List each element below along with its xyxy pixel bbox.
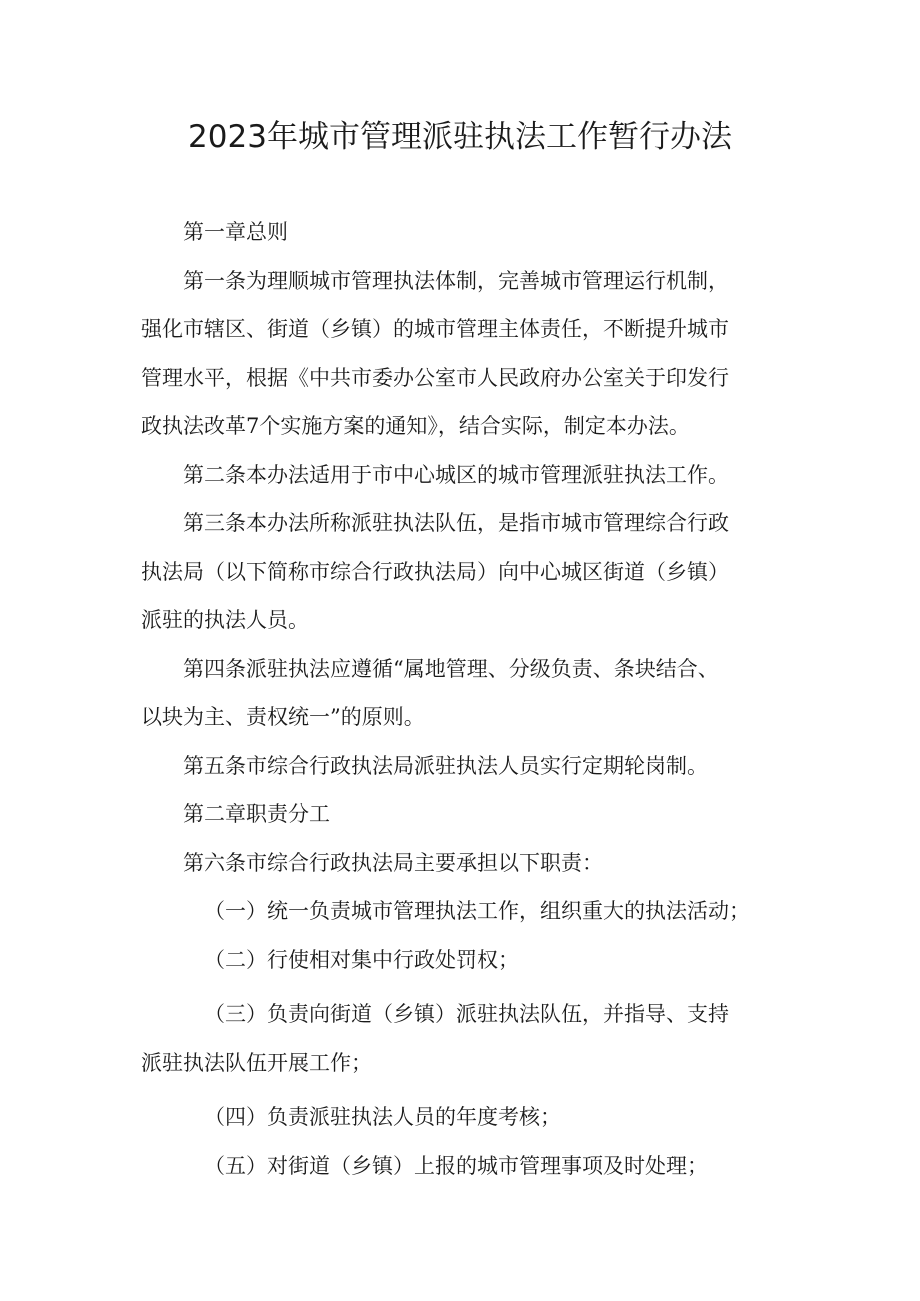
text-line: 执法局（以下简称市综合行政执法局）向中心城区街道（乡镇） xyxy=(141,559,729,584)
text-line: 第三条本办法所称派驻执法队伍，是指市城市管理综合行政 xyxy=(183,511,729,535)
text-line: 第二章职责分工 xyxy=(183,802,330,826)
article-paragraph xyxy=(141,451,801,500)
list-item xyxy=(141,1142,801,1191)
text-line: 政执法改革7个实施方案的通知》，结合实际，制定本办法。 xyxy=(141,414,690,438)
text-line: 管理水平，根据《中共市委办公室市人民政府办公室关于印发行 xyxy=(141,365,729,390)
document-body xyxy=(141,208,801,1190)
chapter-heading xyxy=(141,208,801,257)
text-line: （一）统一负责城市管理执法工作，组织重大的执法活动； xyxy=(204,899,750,923)
text-line: 第一条为理顺城市管理执法体制，完善城市管理运行机制， xyxy=(183,268,729,293)
text-line: （二）行使相对集中行政处罚权； xyxy=(204,947,519,972)
text-line: 第五条市综合行政执法局派驻执法人员实行定期轮岗制。 xyxy=(183,753,708,778)
text-line: 派驻执法队伍开展工作； xyxy=(141,1050,372,1075)
text-line: 以块为主、责权统一”的原则。 xyxy=(141,705,425,729)
text-line: 第一章总则 xyxy=(183,220,288,244)
text-line: 第六条市综合行政执法局主要承担以下职责： xyxy=(183,850,603,875)
article-paragraph xyxy=(141,257,801,451)
list-item xyxy=(141,936,801,985)
text-line: 派驻的执法人员。 xyxy=(141,608,309,632)
text-line: （五）对街道（乡镇）上报的城市管理事项及时处理； xyxy=(204,1153,708,1178)
text-line: 第四条派驻执法应遵循“属地管理、分级负责、条块结合、 xyxy=(183,656,719,681)
article-paragraph xyxy=(141,499,801,645)
document-title: 2023年城市管理派驻执法工作暂行办法 xyxy=(188,119,732,155)
article-paragraph xyxy=(141,839,801,888)
list-item xyxy=(141,1093,801,1142)
list-item xyxy=(141,990,801,1087)
chapter-heading xyxy=(141,790,801,839)
text-line: 强化市辖区、街道（乡镇）的城市管理主体责任，不断提升城市 xyxy=(141,317,729,341)
text-line: （四）负责派驻执法人员的年度考核； xyxy=(204,1105,561,1129)
text-line: （三）负责向街道（乡镇）派驻执法队伍，并指导、支持 xyxy=(204,1002,729,1026)
article-paragraph xyxy=(141,645,801,742)
list-item xyxy=(141,887,801,936)
article-paragraph xyxy=(141,742,801,791)
text-line: 第二条本办法适用于市中心城区的城市管理派驻执法工作。 xyxy=(183,462,729,487)
